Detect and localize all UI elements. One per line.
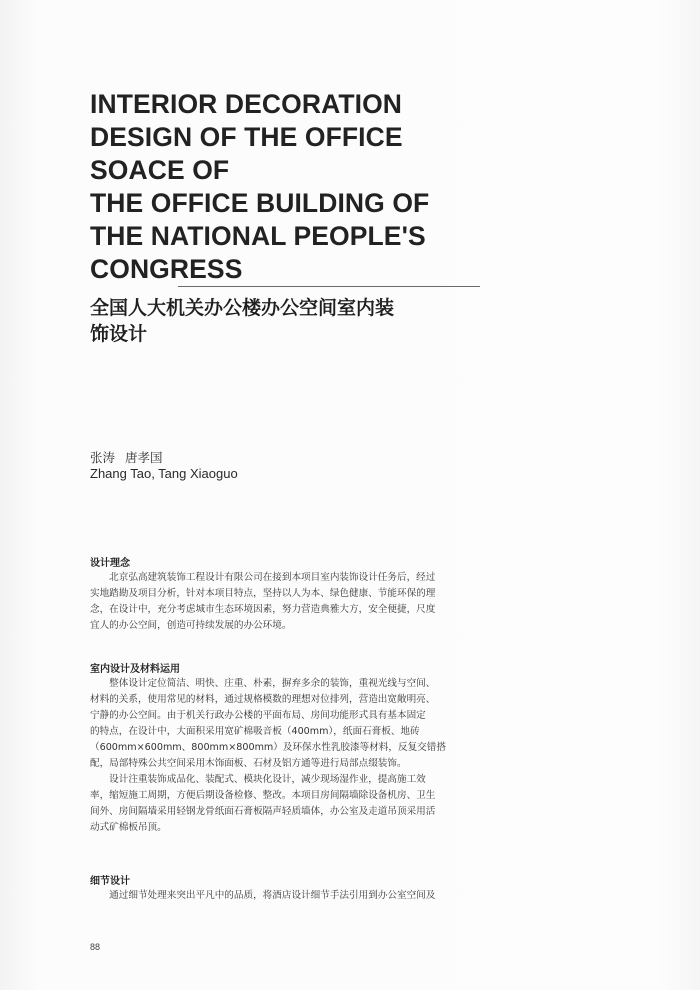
- authors-chinese: 张涛 唐孝国: [90, 450, 163, 465]
- title-chinese-line: 全国人大机关办公楼办公空间室内装: [90, 297, 395, 319]
- section-body-detail-design: [90, 888, 510, 904]
- title-divider: [178, 286, 480, 287]
- section-body-interior-materials: [90, 676, 510, 836]
- body-line: 的特点，在设计中，大面积采用宽矿棉吸音板（400mm），纸面石膏板、地砖: [90, 726, 420, 737]
- body-line: （600mm×600mm、800mm×800mm）及环保水性乳胶漆等材料，反复交错搭: [90, 742, 446, 753]
- title-english-line: INTERIOR DECORATION: [90, 89, 403, 119]
- title-english-line: SOACE OF: [90, 155, 230, 185]
- title-english-line: DESIGN OF THE OFFICE: [90, 122, 403, 152]
- body-line: 实地踏勘及项目分析，针对本项目特点，坚持以人为本、绿色健康、节能环保的理: [90, 588, 436, 599]
- body-line: 宜人的办公空间，创造可持续发展的办公环境。: [90, 620, 292, 631]
- section-heading-design-concept: 设计理念: [90, 558, 130, 569]
- body-line: 间外、房间隔墙采用轻钢龙骨纸面石膏板隔声轻质墙体，办公室及走道吊顶采用活: [90, 806, 436, 817]
- body-line: 率，缩短施工周期，方便后期设备检修、整改。本项目房间隔墙除设备机房、卫生: [90, 790, 436, 801]
- title-english-line: CONGRESS: [90, 254, 243, 284]
- body-line: 整体设计定位简洁、明快、庄重、朴素，摒弃多余的装饰，重视光线与空间、: [90, 678, 436, 689]
- body-line: 配，局部特殊公共空间采用木饰面板、石材及铝方通等进行局部点缀装饰。: [90, 758, 407, 769]
- section-body-design-concept: [90, 570, 510, 634]
- page-number: 88: [90, 942, 101, 952]
- title-english-line: THE OFFICE BUILDING OF: [90, 188, 430, 218]
- authors-english: Zhang Tao, Tang Xiaoguo: [90, 466, 238, 481]
- title-chinese: [90, 295, 510, 347]
- body-line: 设计注重装饰成品化、装配式、模块化设计，减少现场湿作业，提高施工效: [90, 774, 426, 785]
- body-line: 北京弘高建筑装饰工程设计有限公司在接到本项目室内装饰设计任务后，经过: [90, 572, 436, 583]
- section-heading-interior-materials: 室内设计及材料运用: [90, 664, 180, 675]
- body-line: 动式矿棉板吊顶。: [90, 822, 167, 833]
- body-line: 宁静的办公空间。由于机关行政办公楼的平面布局、房间功能形式具有基本固定: [90, 710, 426, 721]
- body-line: 通过细节处理来突出平凡中的品质，将酒店设计细节手法引用到办公室空间及: [90, 890, 436, 901]
- section-heading-detail-design: 细节设计: [90, 876, 130, 887]
- body-line: 念，在设计中，充分考虑城市生态环境因素，努力营造典雅大方，安全便捷，尺度: [90, 604, 436, 615]
- title-english: [90, 88, 520, 286]
- title-english-line: THE NATIONAL PEOPLE'S: [90, 221, 426, 251]
- body-line: 材料的关系，使用常见的材料，通过规格模数的理想对位排列，营造出宽敞明亮、: [90, 694, 436, 705]
- title-chinese-line: 饰设计: [90, 323, 148, 345]
